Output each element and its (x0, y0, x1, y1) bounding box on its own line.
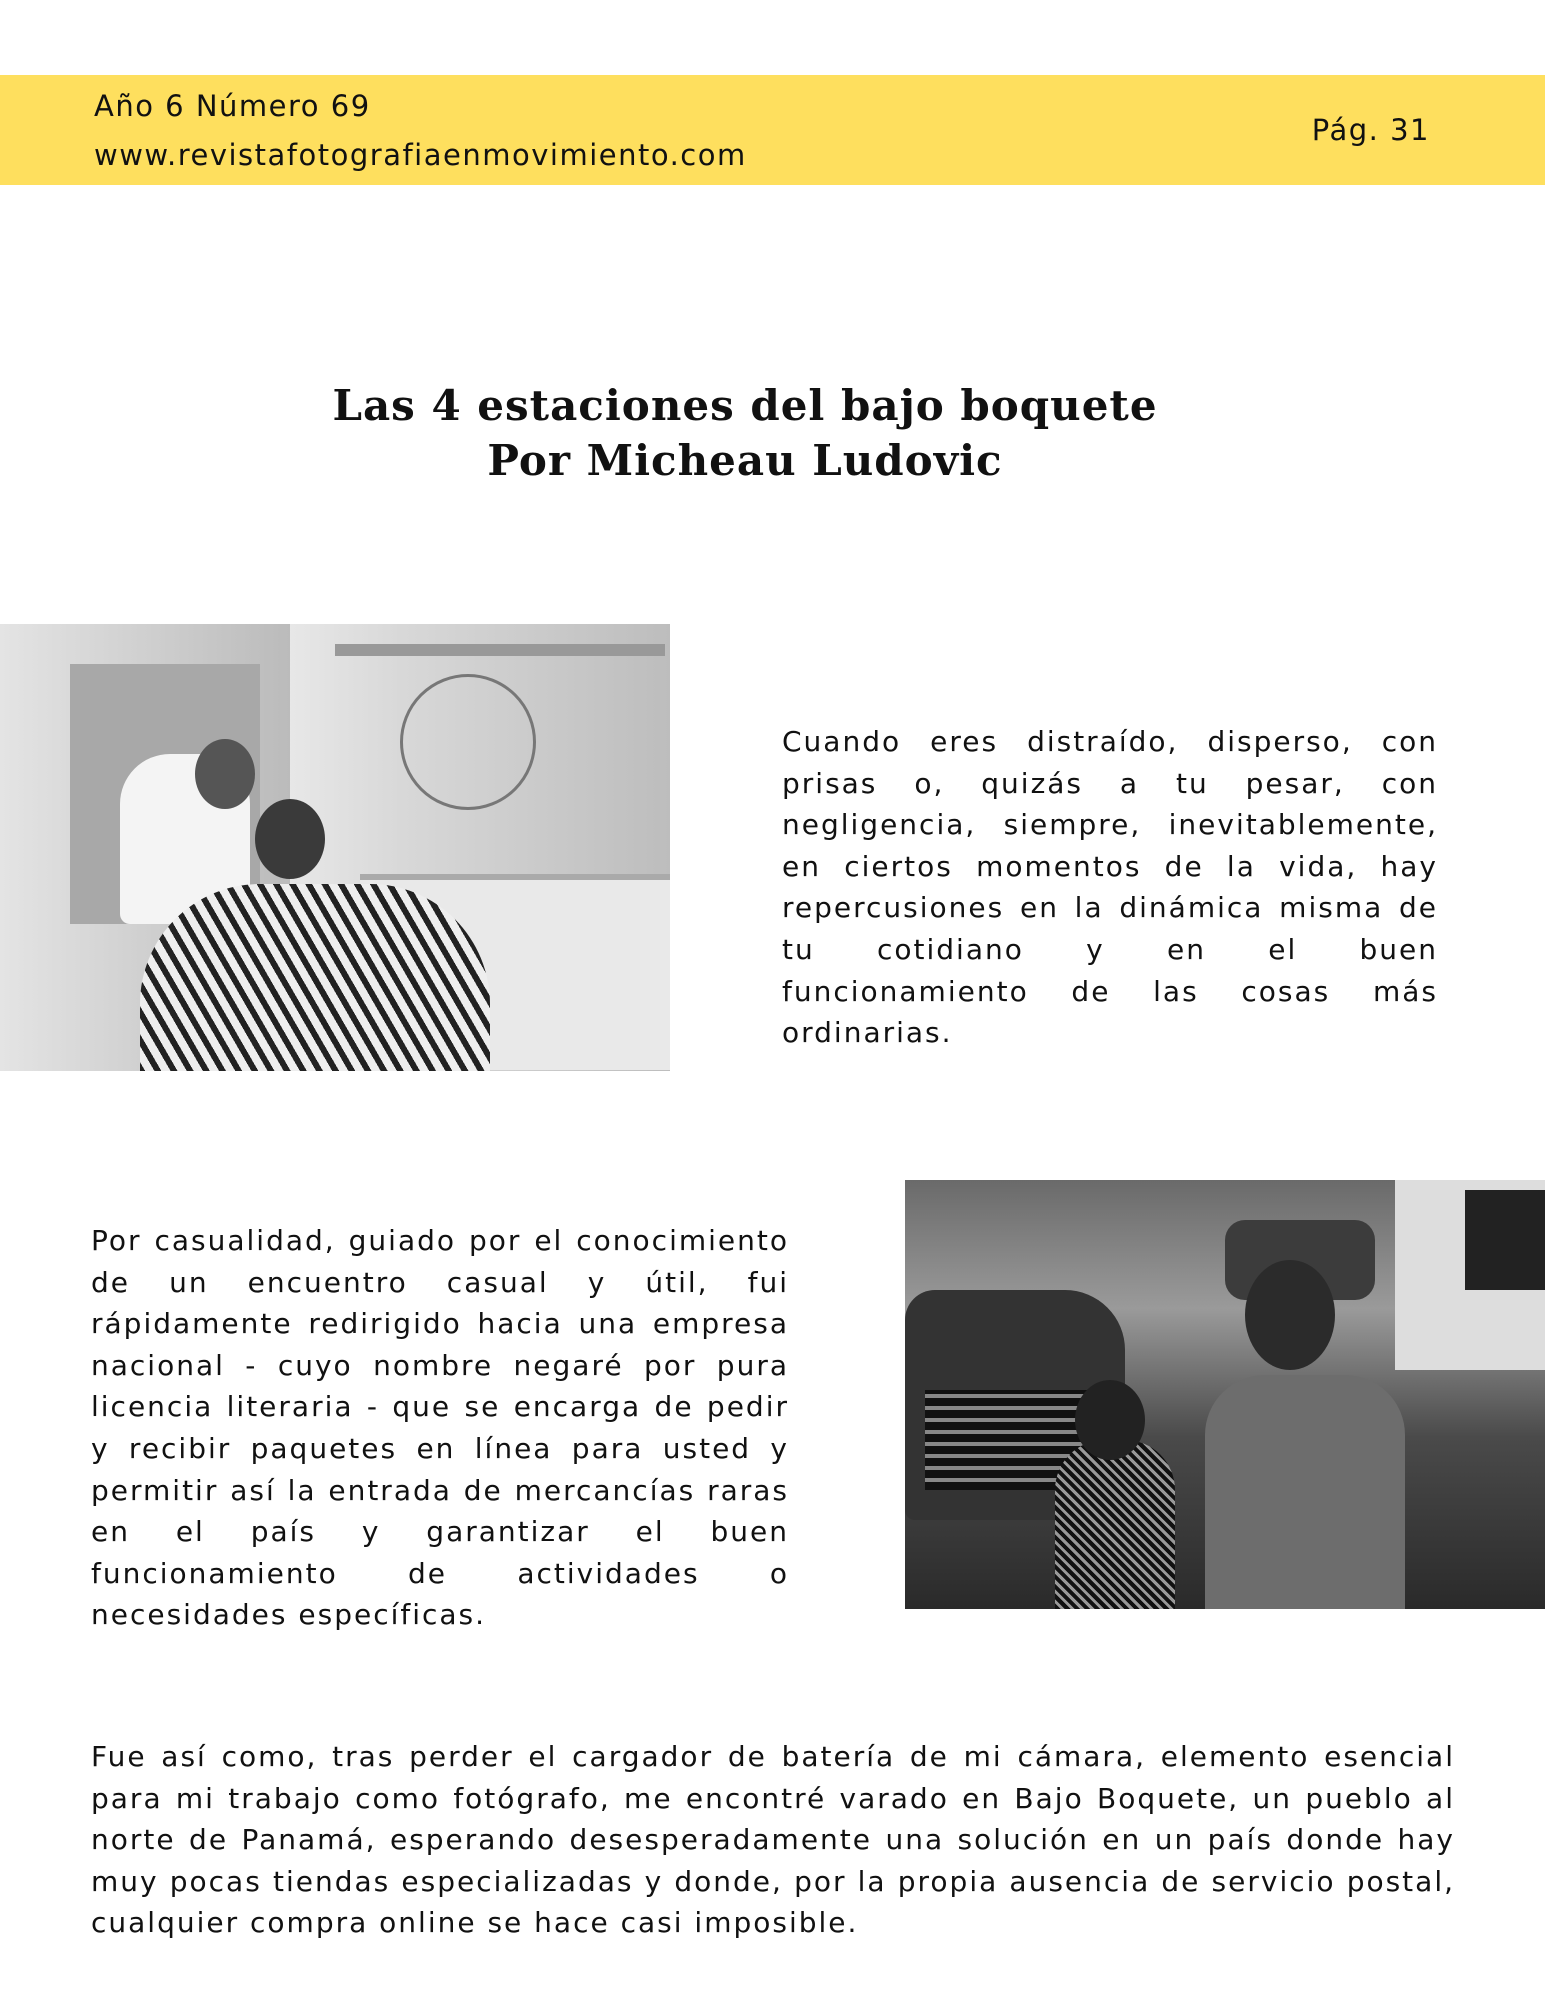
barbershop-photo (0, 624, 670, 1071)
article-byline: Por Micheau Ludovic (487, 436, 1003, 485)
issue-number: Año 6 Número 69 (94, 89, 371, 123)
article-title-block (0, 378, 1490, 488)
page-number: Pág. 31 (1311, 113, 1430, 147)
paragraph-charger: Fue así como, tras perder el cargador de batería de mi cámara, elemento esencial para mi trabajo como fotógrafo, me encontré varado en Bajo Boquete, un pueblo al norte de Panamá, esperando desesperadamente una solución en un país donde hay muy pocas tiendas especializadas y donde, por la propia ausencia de servicio postal, cualquier compra online se hace casi imposible. (91, 1740, 1455, 1940)
paragraph-company: Por casualidad, guiado por el conocimiento de un encuentro casual y útil, fui rápidamente redirigido hacia una empresa nacional - cuyo nombre negaré por pura licencia literaria - que se encarga de pedir y recibir paquetes en línea para usted y permitir así la entrada de mercancías raras en el país y garantizar el buen funcionamiento de actividades o necesidades específicas. (91, 1224, 789, 1632)
paragraph-intro: Cuando eres distraído, disperso, con prisas o, quizás a tu pesar, con negligencia, siempre, inevitablemente, en ciertos momentos de la vida, hay repercusiones en la dinámica misma de tu cotidiano y en el buen funcionamiento de las cosas más ordinarias. (782, 725, 1438, 1050)
article-title: Las 4 estaciones del bajo boquete (332, 381, 1158, 430)
header-band (0, 75, 1545, 185)
street-photo (905, 1180, 1545, 1609)
website-url[interactable]: www.revistafotografiaenmovimiento.com (94, 138, 747, 172)
